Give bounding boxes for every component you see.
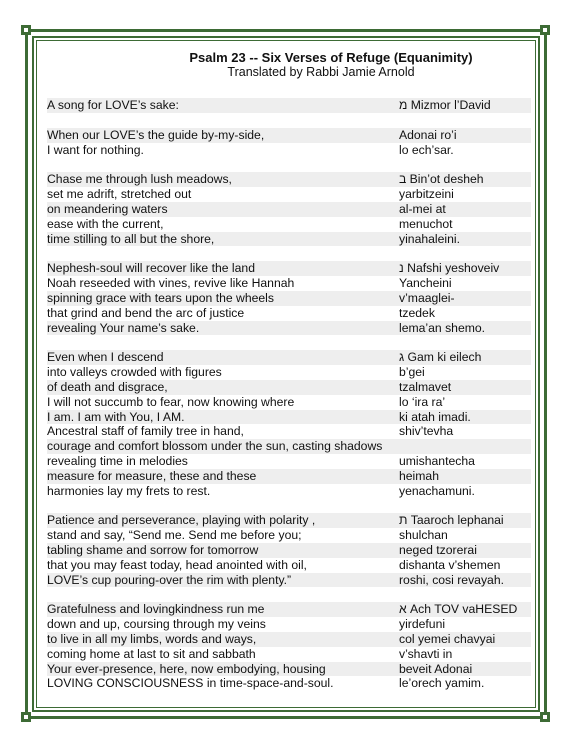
corner-ornament-top-right bbox=[540, 25, 550, 35]
transliteration-text: lema’an shemo. bbox=[399, 320, 486, 335]
transliteration-text: מ Mizmor l’David bbox=[399, 98, 491, 112]
stanza bbox=[47, 513, 531, 587]
stanza bbox=[47, 128, 531, 158]
poem-body bbox=[47, 98, 531, 706]
english-text: time stilling to all but the shore, bbox=[47, 231, 215, 246]
english-text: courage and comfort blossom under the sun, casting shadows bbox=[47, 439, 383, 454]
stanza bbox=[47, 172, 531, 246]
stanza bbox=[47, 261, 531, 335]
english-text: Chase me through lush meadows, bbox=[47, 172, 232, 187]
english-text: LOVE’s cup pouring-over the rim with plenty.” bbox=[47, 572, 292, 587]
transliteration-text: neged tzorerai bbox=[399, 542, 477, 557]
english-text: Even when I descend bbox=[47, 350, 164, 365]
transliteration-text: v’maaglei- bbox=[399, 290, 455, 305]
verse-line bbox=[47, 232, 531, 247]
verse-line bbox=[47, 513, 531, 528]
verse-line bbox=[47, 187, 531, 202]
transliteration-text: yarbitzeini bbox=[399, 187, 454, 202]
english-text: on meandering waters bbox=[47, 201, 168, 216]
verse-line bbox=[47, 424, 531, 439]
page-title: Psalm 23 -- Six Verses of Refuge (Equanimity) bbox=[189, 50, 473, 65]
verse-line bbox=[47, 380, 531, 395]
corner-ornament-bottom-right bbox=[540, 712, 550, 722]
verse-line bbox=[47, 395, 531, 410]
english-text: Patience and perseverance, playing with polarity , bbox=[47, 513, 316, 528]
transliteration-text: shiv’tevha bbox=[399, 424, 454, 439]
english-text: revealing Your name’s sake. bbox=[47, 320, 200, 335]
stanza bbox=[47, 98, 531, 113]
corner-ornament-bottom-left bbox=[21, 712, 31, 722]
transliteration-text: lo ech’sar. bbox=[399, 142, 454, 157]
english-text: revealing time in melodies bbox=[47, 453, 188, 468]
verse-line bbox=[47, 543, 531, 558]
verse-line bbox=[47, 410, 531, 425]
english-text: that you may feast today, head anointed with oil, bbox=[47, 557, 307, 572]
transliteration-text: lo ‘ira ra’ bbox=[399, 394, 446, 409]
english-text: down and up, coursing through my veins bbox=[47, 617, 266, 632]
transliteration-text: ב Bin’ot desheh bbox=[399, 172, 484, 187]
english-text: ease with the current, bbox=[47, 216, 164, 231]
transliteration-text: א Ach TOV vaHESED bbox=[399, 602, 518, 617]
stanza bbox=[47, 350, 531, 498]
verse-line bbox=[47, 128, 531, 143]
transliteration-text: נ Nafshi yeshoveiv bbox=[399, 261, 500, 276]
verse-line bbox=[47, 217, 531, 232]
page-subtitle: Translated by Rabbi Jamie Arnold bbox=[227, 65, 415, 79]
verse-line bbox=[47, 662, 531, 677]
english-text: LOVING CONSCIOUSNESS in time-space-and-soul. bbox=[47, 676, 334, 691]
verse-line bbox=[47, 350, 531, 365]
english-text: I will not succumb to fear, now knowing where bbox=[47, 394, 295, 409]
verse-line bbox=[47, 321, 531, 336]
verse-line bbox=[47, 439, 531, 454]
verse-line bbox=[47, 261, 531, 276]
english-text: of death and disgrace, bbox=[47, 379, 168, 394]
english-text: set me adrift, stretched out bbox=[47, 187, 192, 202]
english-text: into valleys crowded with figures bbox=[47, 365, 222, 380]
english-text: that grind and bend the arc of justice bbox=[47, 305, 245, 320]
transliteration-text: shulchan bbox=[399, 528, 448, 543]
english-text: stand and say, “Send me. Send me before you; bbox=[47, 528, 302, 543]
verse-line bbox=[47, 172, 531, 187]
verse-line bbox=[47, 98, 531, 113]
verse-line bbox=[47, 143, 531, 158]
transliteration-text: ג Gam ki eilech bbox=[399, 350, 482, 365]
verse-line bbox=[47, 602, 531, 617]
transliteration-text: tzalmavet bbox=[399, 379, 452, 394]
page-header bbox=[40, 50, 532, 80]
verse-line bbox=[47, 558, 531, 573]
transliteration-text: beveit Adonai bbox=[399, 661, 473, 676]
transliteration-text: menuchot bbox=[399, 216, 453, 231]
transliteration-text: b’gei bbox=[399, 365, 425, 380]
transliteration-text: tzedek bbox=[399, 305, 435, 320]
corner-ornament-top-left bbox=[21, 25, 31, 35]
transliteration-text: yinahaleini. bbox=[399, 231, 460, 246]
english-text: When our LOVE’s the guide by-my-side, bbox=[47, 127, 265, 142]
transliteration-text: al-mei at bbox=[399, 201, 446, 216]
transliteration-text: le’orech yamim. bbox=[399, 676, 485, 691]
transliteration-text: Adonai ro’i bbox=[399, 127, 457, 142]
transliteration-text: dishanta v’shemen bbox=[399, 557, 501, 572]
english-text: to live in all my limbs, words and ways, bbox=[47, 631, 257, 646]
english-text: Your ever-presence, here, now embodying, housing bbox=[47, 661, 326, 676]
english-text: harmonies lay my frets to rest. bbox=[47, 483, 211, 498]
transliteration-text: Yancheini bbox=[399, 276, 452, 291]
transliteration-text: v’shavti in bbox=[399, 646, 453, 661]
english-text: tabling shame and sorrow for tomorrow bbox=[47, 542, 259, 557]
english-text: Nephesh-soul will recover like the land bbox=[47, 261, 255, 276]
english-text: Noah reseeded with vines, revive like Hannah bbox=[47, 276, 295, 291]
verse-line bbox=[47, 365, 531, 380]
verse-line bbox=[47, 617, 531, 632]
verse-line bbox=[47, 484, 531, 499]
english-text: Gratefulness and lovingkindness run me bbox=[47, 602, 265, 617]
transliteration-text: roshi, cosi revayah. bbox=[399, 572, 504, 587]
english-text: spinning grace with tears upon the wheels bbox=[47, 290, 274, 305]
transliteration-text: yirdefuni bbox=[399, 617, 446, 632]
transliteration-text: col yemei chavyai bbox=[399, 631, 496, 646]
verse-line bbox=[47, 573, 531, 588]
english-text: Ancestral staff of family tree in hand, bbox=[47, 424, 244, 439]
transliteration-text: umishantecha bbox=[399, 453, 475, 468]
verse-line bbox=[47, 647, 531, 662]
verse-line bbox=[47, 276, 531, 291]
transliteration-text: ת Taaroch lephanai bbox=[399, 513, 504, 528]
verse-line bbox=[47, 676, 531, 691]
verse-line bbox=[47, 469, 531, 484]
english-text: I want for nothing. bbox=[47, 142, 144, 157]
transliteration-text: heimah bbox=[399, 468, 439, 483]
verse-line bbox=[47, 528, 531, 543]
verse-line bbox=[47, 632, 531, 647]
transliteration-text: ki atah imadi. bbox=[399, 409, 471, 424]
english-text: I am. I am with You, I AM. bbox=[47, 409, 185, 424]
verse-line bbox=[47, 306, 531, 321]
verse-line bbox=[47, 291, 531, 306]
english-text: measure for measure, these and these bbox=[47, 468, 257, 483]
stanza bbox=[47, 602, 531, 691]
transliteration-text: yenachamuni. bbox=[399, 483, 475, 498]
english-text: A song for LOVE’s sake: bbox=[47, 98, 179, 112]
verse-line bbox=[47, 202, 531, 217]
english-text: coming home at last to sit and sabbath bbox=[47, 646, 256, 661]
verse-line bbox=[47, 454, 531, 469]
